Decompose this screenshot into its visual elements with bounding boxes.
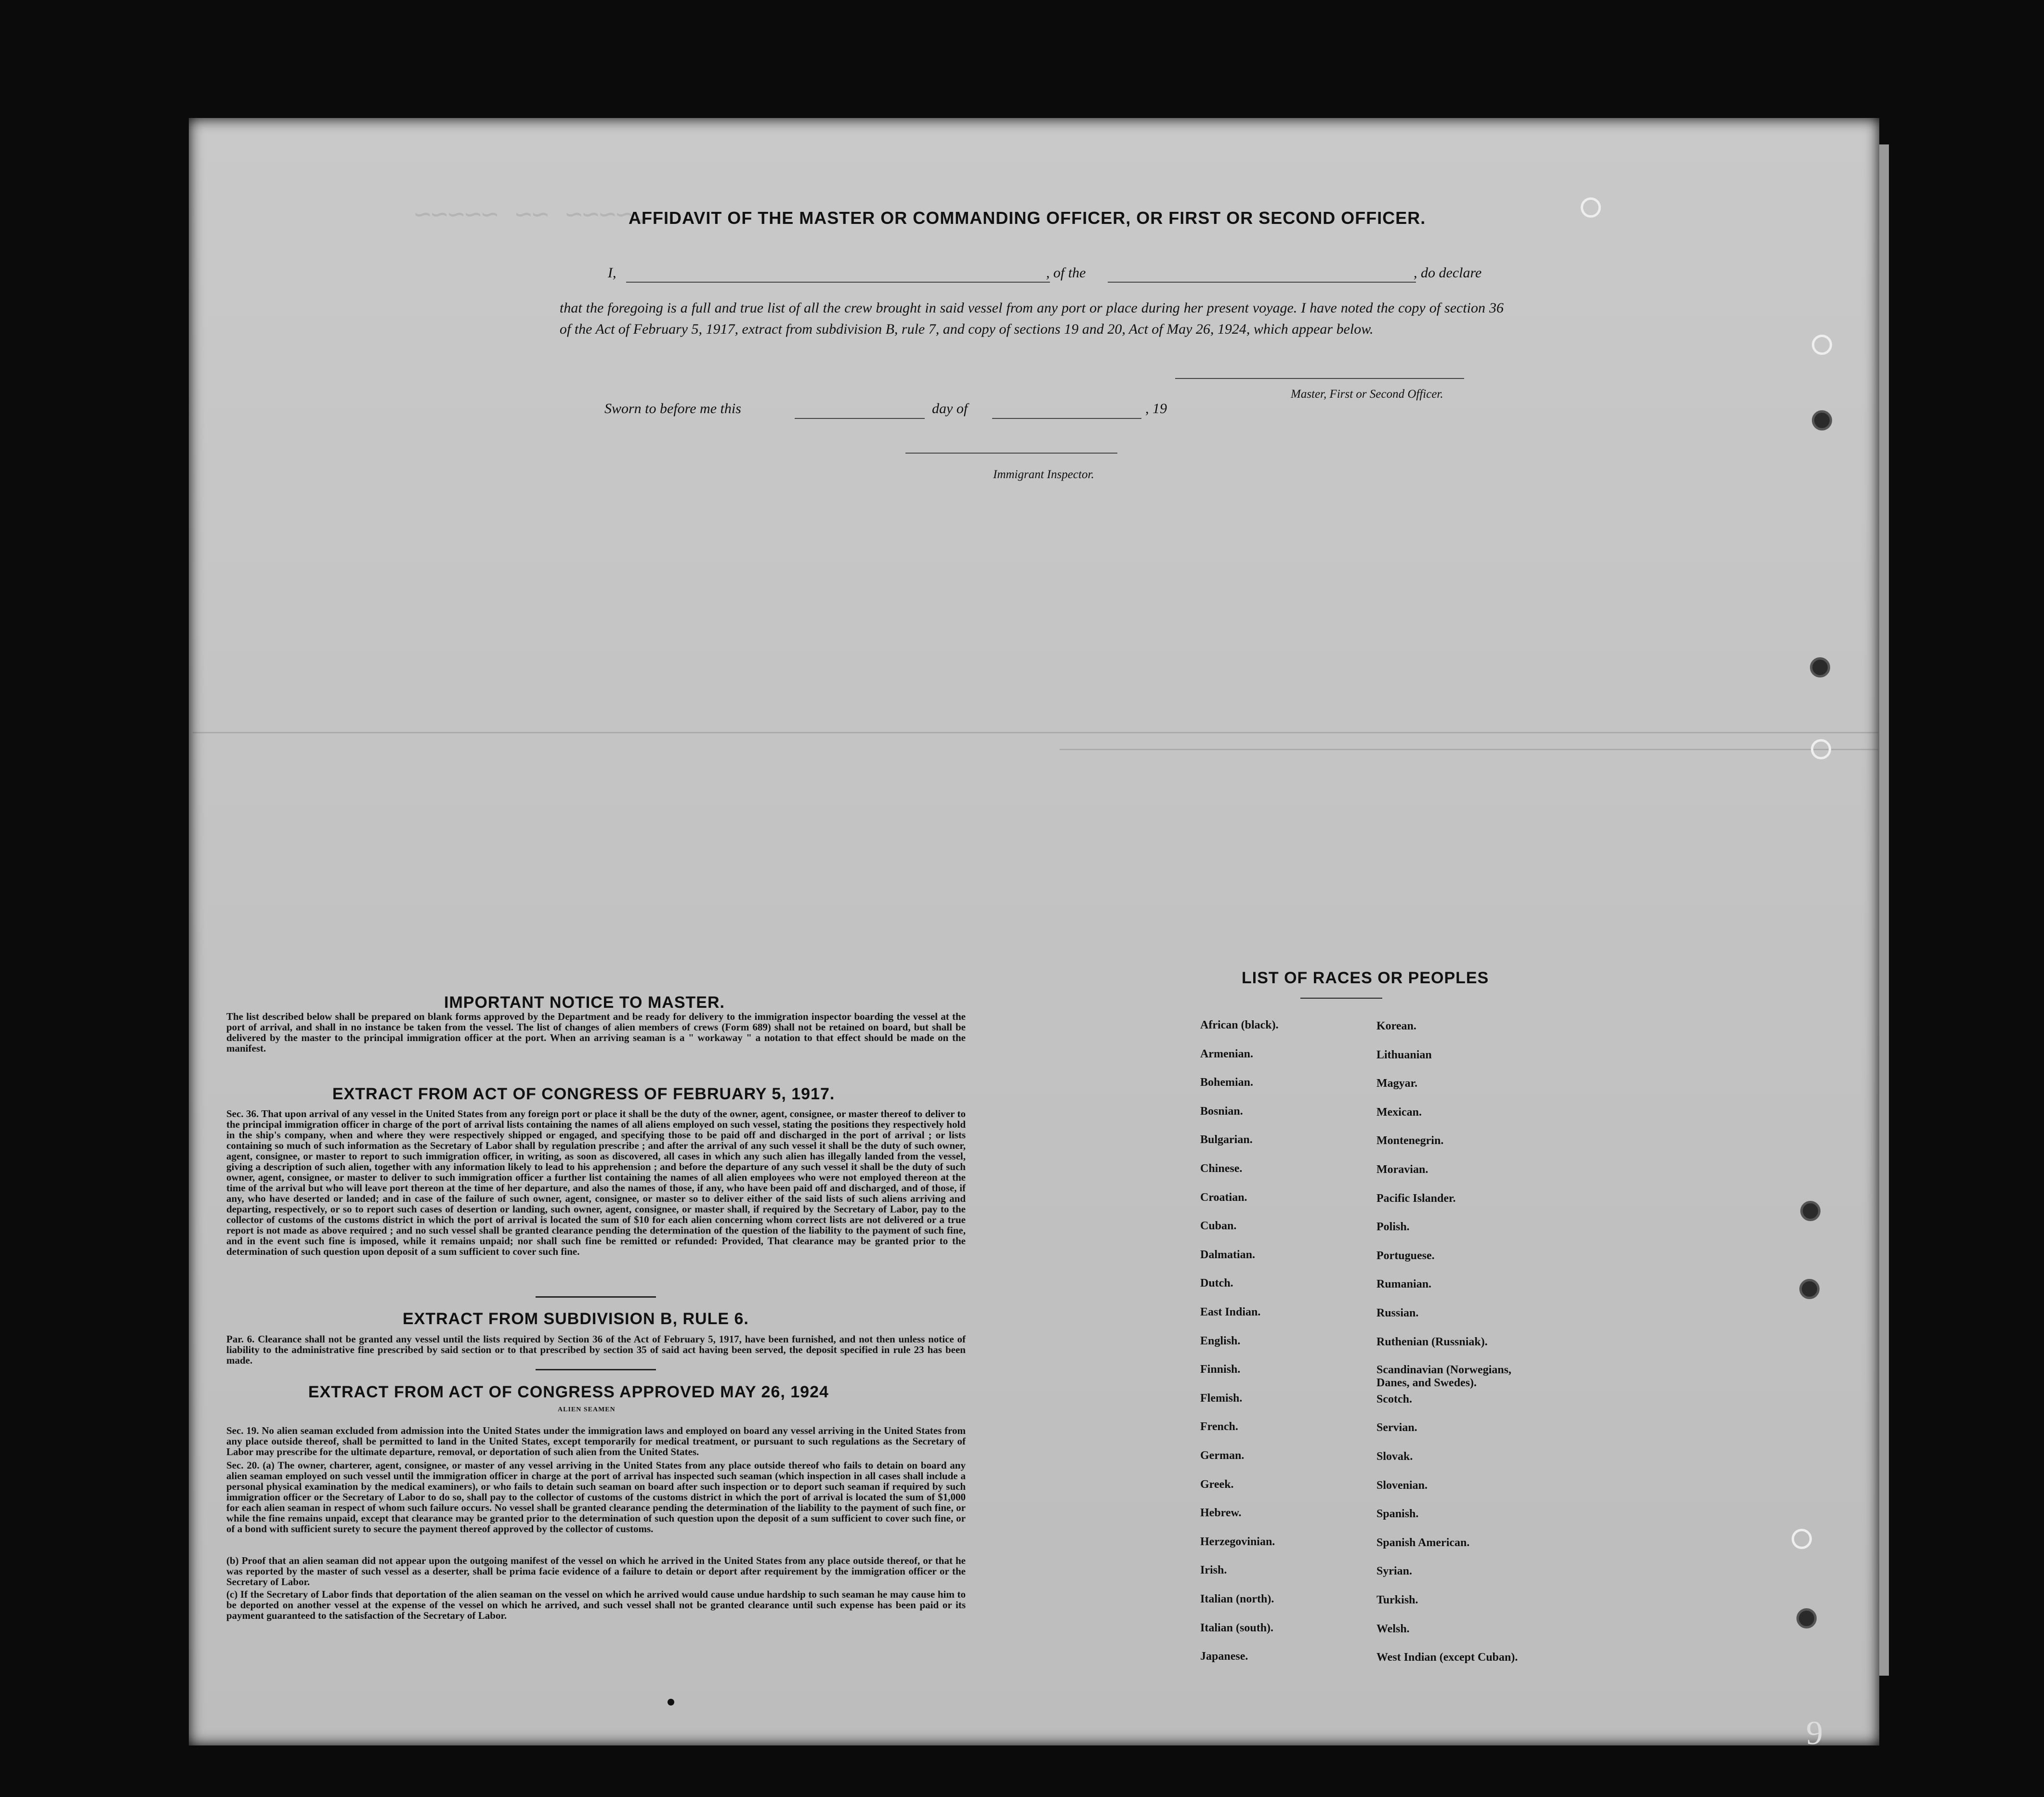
race-right-item: Lithuanian [1376, 1048, 1432, 1061]
race-right-item: Slovak. [1376, 1450, 1413, 1463]
bleed-through-rule [193, 732, 1878, 733]
race-left-item: Flemish. [1200, 1392, 1243, 1405]
punch-hole [1800, 1201, 1821, 1221]
inspector-caption: Immigrant Inspector. [993, 468, 1094, 481]
sec19-text: Sec. 19. No alien seaman excluded from admission into the United States under the immigration laws and employed on board any vessel arriving in the United States from any place outside thereof, shall be permitted to land in the United States, except temporarily for medical treatment, or pursuant to such regulations as the Secretary of Labor may prescribe for the ultimate departure, removal, or deportation of such alien from the United States. [226, 1425, 966, 1458]
separator-line [536, 1296, 656, 1298]
bleed-through-rule [1060, 749, 1878, 750]
vessel-name-blank[interactable] [1108, 282, 1416, 283]
race-left-item: German. [1200, 1449, 1245, 1462]
page-edge [1879, 144, 1889, 1676]
race-left-item: Bohemian. [1200, 1076, 1254, 1089]
master-signature-blank[interactable] [1175, 378, 1464, 379]
race-left-item: Chinese. [1200, 1162, 1243, 1175]
affidavit-body: that the foregoing is a full and true list of all the crew brought in said vessel from any port or place during her present voyage. I have noted the copy of section 36 of the Act of February 5, 1917, extract from subdivision B, rule 7, and copy of sections 19 and 20, Act of May 26, 1924, which appear below. [560, 300, 1504, 337]
affidavit-i-label: I, [608, 265, 616, 281]
race-left-item: Bosnian. [1200, 1105, 1243, 1118]
race-left-item: French. [1200, 1420, 1238, 1433]
race-left-item: English. [1200, 1334, 1241, 1347]
punch-hole [1792, 1529, 1812, 1549]
race-left-item: Italian (north). [1200, 1593, 1274, 1605]
race-right-item: Welsh. [1376, 1622, 1410, 1635]
punch-hole [1811, 739, 1831, 759]
punch-hole [1796, 1608, 1817, 1628]
race-left-item: African (black). [1200, 1019, 1279, 1031]
race-left-item: Cuban. [1200, 1220, 1237, 1233]
day-of-label: day of [932, 401, 968, 417]
race-left-item: Croatian. [1200, 1191, 1247, 1204]
race-right-item: Pacific Islander. [1376, 1192, 1456, 1205]
race-left-item: Dalmatian. [1200, 1248, 1255, 1261]
extract-rule6-text: Par. 6. Clearance shall not be granted any vessel until the lists required by Section 36 of the Act of February 5, 1917, have been furnished, and not then unless notice of liability to the administrative fine prescribed by said section or to that prescribed by section 35 of said act having been served, the deposit specified in rule 23 has been made. [226, 1333, 966, 1366]
race-right-item: Mexican. [1376, 1106, 1422, 1119]
punch-hole [1810, 657, 1830, 677]
master-name-blank[interactable] [626, 282, 1050, 283]
separator-line [1300, 998, 1382, 999]
race-left-item: Dutch. [1200, 1277, 1233, 1290]
punch-hole [1812, 335, 1832, 355]
race-left-item: Japanese. [1200, 1650, 1248, 1663]
race-right-item: West Indian (except Cuban). [1376, 1651, 1518, 1664]
sworn-day-blank[interactable] [795, 418, 925, 419]
sec20c-text: (c) If the Secretary of Labor finds that deportation of the alien seaman on the vessel on which he arrived would cause undue hardship to such seaman he may cause him to be deported on another vessel at the expense of the vessel on which he arrived, and such vessel shall not be granted clearance until such expense has been paid or its payment guaranteed to the satisfaction of the Secretary of Labor. [226, 1589, 966, 1621]
race-right-item: Spanish American. [1376, 1536, 1470, 1549]
race-left-item: Irish. [1200, 1564, 1227, 1577]
extract-1924-heading: EXTRACT FROM ACT OF CONGRESS APPROVED MAY 26, 1924 [308, 1383, 829, 1401]
race-right-item: Syrian. [1376, 1565, 1413, 1578]
race-right-item: Polish. [1376, 1221, 1410, 1234]
separator-line [536, 1369, 656, 1370]
extract-1917-heading: EXTRACT FROM ACT OF CONGRESS OF FEBRUARY 5, 1917. [332, 1085, 835, 1103]
race-left-item: Herzegovinian. [1200, 1535, 1275, 1548]
races-heading: LIST OF RACES OR PEOPLES [1242, 969, 1489, 987]
race-left-item: Hebrew. [1200, 1507, 1242, 1520]
bleed-through-heading: ∽∽∽∽∽ ∽∽ ∽∽∽∽. [414, 201, 650, 232]
race-right-item: Portuguese. [1376, 1249, 1435, 1262]
race-right-item: Spanish. [1376, 1508, 1419, 1521]
sworn-label: Sworn to before me this [604, 401, 741, 417]
race-left-item: Greek. [1200, 1478, 1234, 1491]
margin-digit: 9 [1806, 1715, 1823, 1752]
punch-hole [1799, 1279, 1820, 1299]
race-left-item: Bulgarian. [1200, 1133, 1253, 1146]
affidavit-of-the-label: , of the [1046, 265, 1086, 281]
race-right-item: Scandinavian (Norwegians, Danes, and Swedes). [1376, 1364, 1512, 1390]
race-right-item: Slovenian. [1376, 1479, 1428, 1492]
notice-heading: IMPORTANT NOTICE TO MASTER. [444, 993, 725, 1012]
race-right-item: Servian. [1376, 1421, 1417, 1434]
year-label: , 19 [1145, 401, 1167, 417]
extract-rule6-heading: EXTRACT FROM SUBDIVISION B, RULE 6. [403, 1310, 749, 1328]
sec20b-text: (b) Proof that an alien seaman did not appear upon the outgoing manifest of the vessel on which he arrived in the United States from any place outside thereof, or that he was reported by the master of such vessel as a deserter, shall be prima facie evidence of a failure to detain or deport after requirement by the immigration officer or the Secretary of Labor. [226, 1555, 966, 1588]
notice-text: The list described below shall be prepared on blank forms approved by the Department and be ready for delivery to the immigration inspector boarding the vessel at the port of arrival, and shall in no instance be taken from the vessel. The list of changes of alien members of crews (Form 689) shall not be retained on board, but shall be delivered by the master to the principal immigration officer at the port. When an arriving seaman is a " workaway " a notation to that effect should be made on the manifest. [226, 1011, 966, 1054]
master-caption: Master, First or Second Officer. [1291, 388, 1443, 401]
race-right-item: Russian. [1376, 1307, 1419, 1319]
race-right-item: Montenegrin. [1376, 1134, 1444, 1147]
alien-seamen-subheading: ALIEN SEAMEN [558, 1406, 616, 1413]
race-right-item: Scotch. [1376, 1393, 1412, 1406]
sec20a-text: Sec. 20. (a) The owner, charterer, agent, consignee, or master of any vessel arriving in the United States from any place outside thereof who fails to detain on board any alien seaman employed on such vessel until the immigration officer in charge at the port of arrival has inspected such seaman (which inspection in all cases shall include a personal physical examination by the medical examiners), or who fails to detain such seaman on board after such inspection or to deport such seaman if required by such immigration officer or the Secretary of Labor to do so, shall pay to the collector of customs of the customs district in which the port of arrival is located the sum of $1,000 for each alien seaman in respect of whom such failure occurs. No vessel shall be granted clearance pending the determination of the liability to the payment of such fine, or while the fine remains unpaid, except that clearance may be granted prior to the determination of such question upon the deposit of a sum sufficient to cover such fine, or of a bond with sufficient surety to secure the payment thereof approved by the collector of customs. [226, 1459, 966, 1535]
punch-hole [1581, 197, 1601, 218]
race-left-item: Finnish. [1200, 1363, 1241, 1376]
race-right-item: Ruthenian (Russniak). [1376, 1335, 1488, 1348]
race-right-item: Moravian. [1376, 1163, 1428, 1176]
extract-1917-text: Sec. 36. That upon arrival of any vessel in the United States from any foreign port or place it shall be the duty of the owner, agent, consignee, or master thereof to deliver to the principal immigration officer in charge of the port of arrival lists containing the names of all aliens employed on such vessel, stating the positions they respectively hold in the ship's company, when and where they were respectively shipped or engaged, and specifying those to be paid off and discharged in the port of arrival ; or lists containing so much of such information as the Secretary of Labor shall by regulation prescribe ; and after the arrival of any such vessel it shall be the duty of such owner, agent, consignee, or master to report to such immigration officer, in writing, as soon as discovered, all cases in which any such alien has illegally landed from the vessel, giving a description of such alien, together with any information likely to lead to his apprehension ; and before the departure of any such vessel it shall be the duty of such owner, agent, consignee, or master to deliver to such immigration officer a further list containing the names of all alien employees who were not employed thereon at the time of the arrival but who will leave port thereon at the time of her departure, and also the names of those, if any, who have been paid off and discharged, and of those, if any, who have deserted or landed; and in case of the failure of such owner, agent, consignee, or master so to deliver either of the said lists of such aliens arriving and departing, respectively, or so to report such cases of desertion or landing, such owner, agent, consignee, or master shall, if required by the Secretary of Labor, pay to the collector of customs of the customs district in which the port of arrival is located the sum of $10 for each alien concerning whom correct lists are not delivered or a true report is not made as above required ; and no such vessel shall be granted clearance pending the determination of the question of the liability to the payment of such fine, and in the event such fine is imposed, while it remains unpaid; nor shall such fine be remitted or refunded: Provided, That clearance may be granted prior to the determination of such question upon deposit of a sum sufficient to cover such fine. [226, 1108, 966, 1257]
inspector-signature-blank[interactable] [905, 453, 1117, 454]
race-right-item: Magyar. [1376, 1077, 1418, 1090]
race-right-item: Korean. [1376, 1020, 1416, 1032]
punch-hole [1812, 410, 1832, 430]
affidavit-heading: AFFIDAVIT OF THE MASTER OR COMMANDING OFFICER, OR FIRST OR SECOND OFFICER. [629, 208, 1426, 228]
race-left-item: Armenian. [1200, 1047, 1253, 1060]
race-right-item: Rumanian. [1376, 1278, 1432, 1291]
race-right-item: Turkish. [1376, 1594, 1418, 1606]
ink-dot [668, 1699, 674, 1706]
race-left-item: East Indian. [1200, 1306, 1261, 1318]
race-left-item: Italian (south). [1200, 1621, 1274, 1634]
affidavit-declare-label: , do declare [1414, 265, 1482, 281]
sworn-month-blank[interactable] [992, 418, 1141, 419]
